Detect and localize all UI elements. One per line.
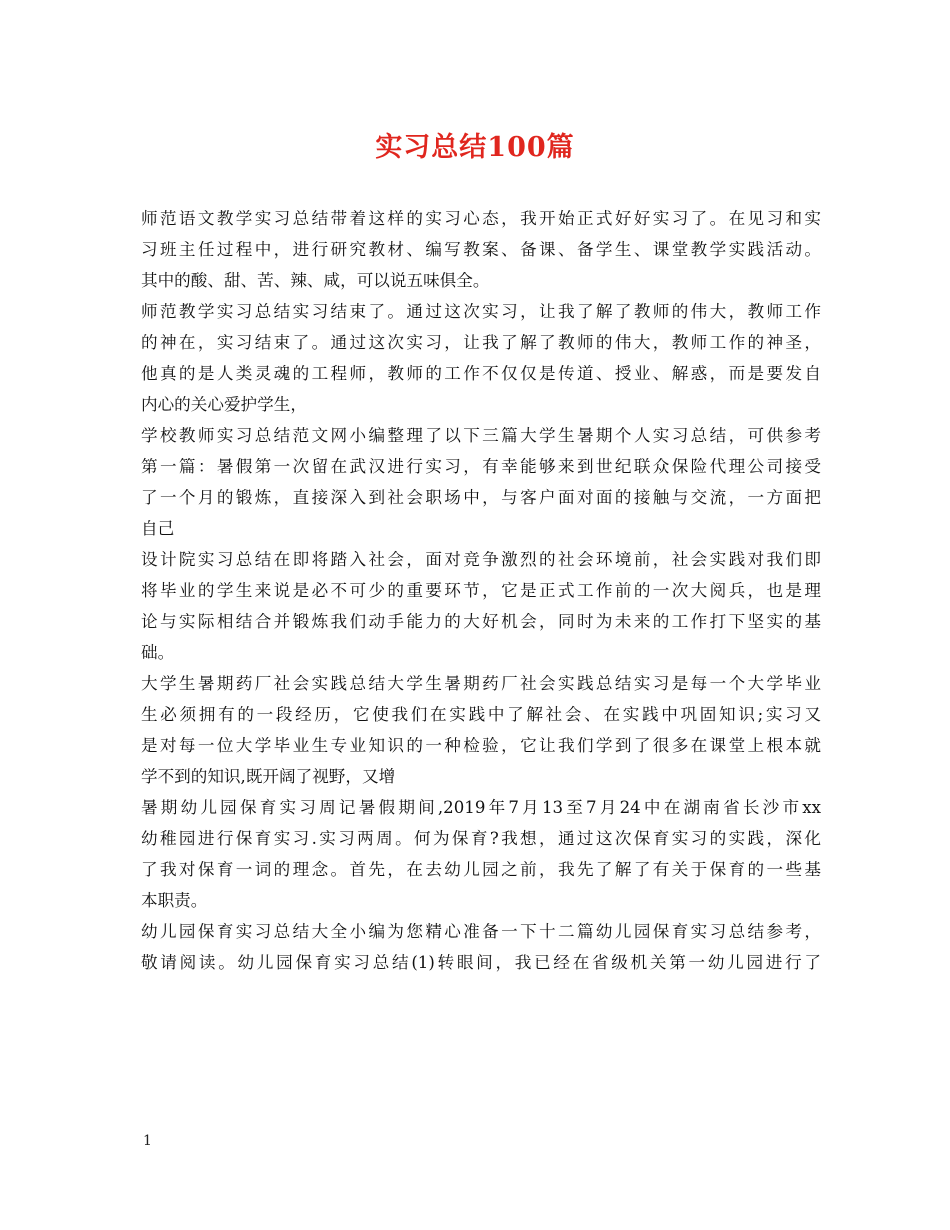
text-line: 内心的关心爱护学生，: [141, 395, 307, 414]
text-line: 了我对保育一词的理念。首先，在去幼儿园之前，我先了解了有关于保育的一些基: [141, 860, 821, 879]
text-line: 学校教师实习总结范文网小编整理了以下三篇大学生暑期个人实习总结，可供参考: [141, 426, 821, 445]
page-number: 1: [143, 1133, 152, 1149]
text-line: 他真的是人类灵魂的工程师，教师的工作不仅仅是传道、授业、解惑，而是要发自: [141, 364, 821, 383]
page-title: 实习总结100篇: [375, 132, 575, 163]
text-line: 第一篇：暑假第一次留在武汉进行实习，有幸能够来到世纪联众保险代理公司接受: [141, 457, 821, 476]
text-line: 暑期幼儿园保育实习周记暑假期间,2019年7月13至7月24中在湖南省长沙市xx: [141, 798, 821, 817]
text-line: 习班主任过程中，进行研究教材、编写教案、备课、备学生、课堂教学实践活动。: [141, 240, 821, 259]
text-line: 幼稚园进行保育实习.实习两周。何为保育?我想，通过这次保育实习的实践，深化: [141, 829, 821, 848]
text-line: 将毕业的学生来说是必不可少的重要环节，它是正式工作前的一次大阅兵，也是理: [141, 581, 821, 600]
text-line: 本职责。: [141, 891, 208, 910]
text-line: 础。: [141, 643, 175, 662]
text-line: 是对每一位大学毕业生专业知识的一种检验，它让我们学到了很多在课堂上根本就: [141, 736, 821, 755]
text-line: 论与实际相结合并锻炼我们动手能力的大好机会，同时为未来的工作打下坚实的基: [141, 612, 821, 631]
text-line: 敬请阅读。幼儿园保育实习总结(1)转眼间，我已经在省级机关第一幼儿园进行了: [141, 953, 821, 972]
text-line: 其中的酸、甜、苦、辣、咸，可以说五味俱全。: [141, 271, 490, 290]
body-text: [141, 203, 821, 978]
text-line: 学不到的知识,既开阔了视野，又增: [141, 767, 396, 786]
text-line: 幼儿园保育实习总结大全小编为您精心准备一下十二篇幼儿园保育实习总结参考，: [141, 922, 821, 941]
text-line: 师范语文教学实习总结带着这样的实习心态，我开始正式好好实习了。在见习和实: [141, 209, 821, 228]
text-line: 设计院实习总结在即将踏入社会，面对竞争激烈的社会环境前，社会实践对我们即: [141, 550, 821, 569]
text-line: 生必须拥有的一段经历，它使我们在实践中了解社会、在实践中巩固知识;实习又: [141, 705, 821, 724]
text-line: 师范教学实习总结实习结束了。通过这次实习，让我了解了教师的伟大，教师工作: [141, 302, 821, 321]
text-line: 了一个月的锻炼，直接深入到社会职场中，与客户面对面的接触与交流，一方面把: [141, 488, 821, 507]
text-line: 自己: [141, 519, 175, 538]
text-line: 大学生暑期药厂社会实践总结大学生暑期药厂社会实践总结实习是每一个大学毕业: [141, 674, 821, 693]
text-line: 的神在，实习结束了。通过这次实习，让我了解了教师的伟大，教师工作的神圣，: [141, 333, 821, 352]
